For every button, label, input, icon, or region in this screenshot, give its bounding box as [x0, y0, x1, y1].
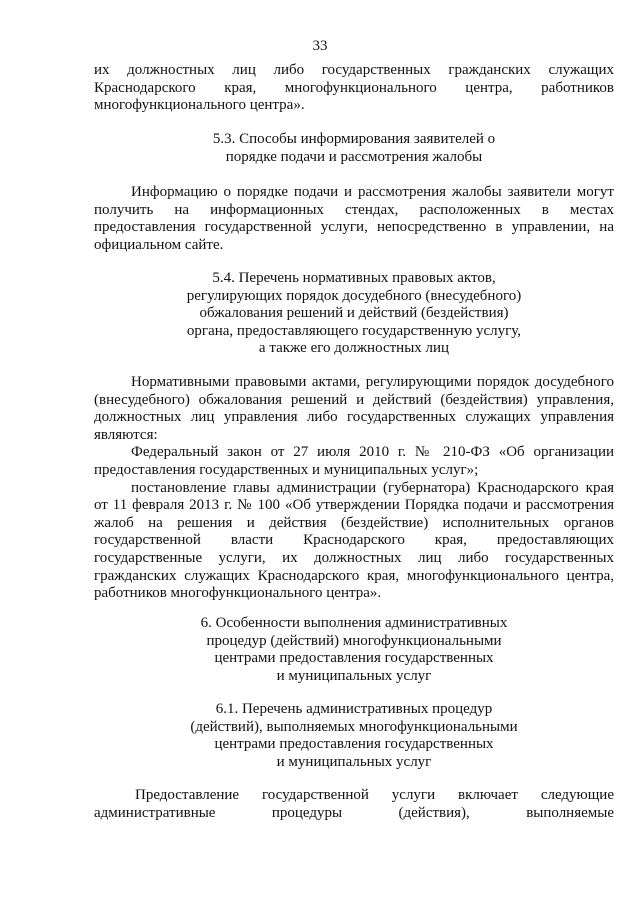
paragraph — [94, 184, 614, 254]
text-line: предоставления государственных и муниципальных услуг»; — [94, 461, 479, 478]
text-line: центрами предоставления государственных — [214, 650, 494, 667]
text-line: государственные услуги, их должностных лиц либо государственных — [94, 549, 614, 566]
section-heading — [94, 701, 614, 771]
text-line: предоставления государственной услуги, непосредственно в управлении, на — [94, 219, 614, 236]
text-line: и муниципальных услуг — [276, 753, 432, 770]
text-line: 5.3. Способы информирования заявителей о — [212, 131, 496, 147]
text-line: работников многофункционального центра». — [94, 585, 382, 602]
text-line: от 11 февраля 2013 г. № 100 «Об утверждении Порядка подачи и рассмотрения — [94, 497, 614, 514]
paragraph — [94, 787, 614, 822]
page-number: 33 — [312, 38, 328, 54]
text-line: государственной власти Краснодарского края, предоставляющих — [94, 532, 614, 549]
text-line: многофункционального центра». — [94, 97, 305, 114]
text-line: 5.4. Перечень нормативных правовых актов, — [212, 270, 496, 286]
text-line: постановление главы администрации (губернатора) Краснодарского края — [131, 479, 614, 496]
text-line: гражданских служащих Краснодарского края, многофункционального центра, — [94, 567, 614, 584]
text-line: порядке подачи и рассмотрения жалобы — [225, 148, 483, 165]
text-line: Информацию о порядке подачи и рассмотрения жалобы заявители могут — [131, 184, 614, 200]
text-line: Федеральный закон от 27 июля 2010 г. № 210-ФЗ «Об организации — [131, 444, 614, 461]
text-line: являются: — [94, 426, 158, 443]
text-line: и муниципальных услуг — [276, 667, 432, 684]
section-heading — [94, 131, 614, 166]
section-heading — [94, 615, 614, 685]
text-line: административные процедуры (действия), выполняемые — [94, 804, 614, 821]
text-line: органа, предоставляющего государственную услугу, — [186, 322, 522, 339]
text-line: 6. Особенности выполнения административных — [200, 615, 508, 631]
text-line: (внесудебного) обжалования решений и действий (бездействия) управления, — [94, 391, 614, 408]
text-line: Предоставление государственной услуги включает следующие — [135, 787, 614, 803]
text-line: должностных лиц управления либо государственных служащих управления — [94, 409, 614, 426]
text-line: центрами предоставления государственных — [214, 736, 494, 753]
text-line: Нормативными правовыми актами, регулирующими порядок досудебного — [131, 374, 614, 390]
paragraph — [94, 374, 614, 603]
paragraph — [94, 62, 614, 115]
text-line: обжалования решений и действий (бездействия) — [199, 305, 509, 322]
section-heading — [94, 270, 614, 358]
text-line: 6.1. Перечень административных процедур — [215, 701, 493, 717]
text-line: (действий), выполняемых многофункциональными — [190, 718, 518, 735]
text-line: процедур (действий) многофункциональными — [206, 632, 502, 649]
text-line: Краснодарского края, многофункционального центра, работников — [94, 79, 614, 96]
text-line: жалоб на решения и действия (бездействие) исполнительных органов — [94, 514, 614, 531]
text-line: получить на информационных стендах, расположенных в местах — [94, 201, 614, 218]
text-line: а также его должностных лиц — [258, 340, 450, 357]
text-line: официальном сайте. — [94, 236, 224, 253]
text-line: их должностных лиц либо государственных гражданских служащих — [94, 62, 614, 78]
text-line: регулирующих порядок досудебного (внесудебного) — [186, 287, 522, 304]
